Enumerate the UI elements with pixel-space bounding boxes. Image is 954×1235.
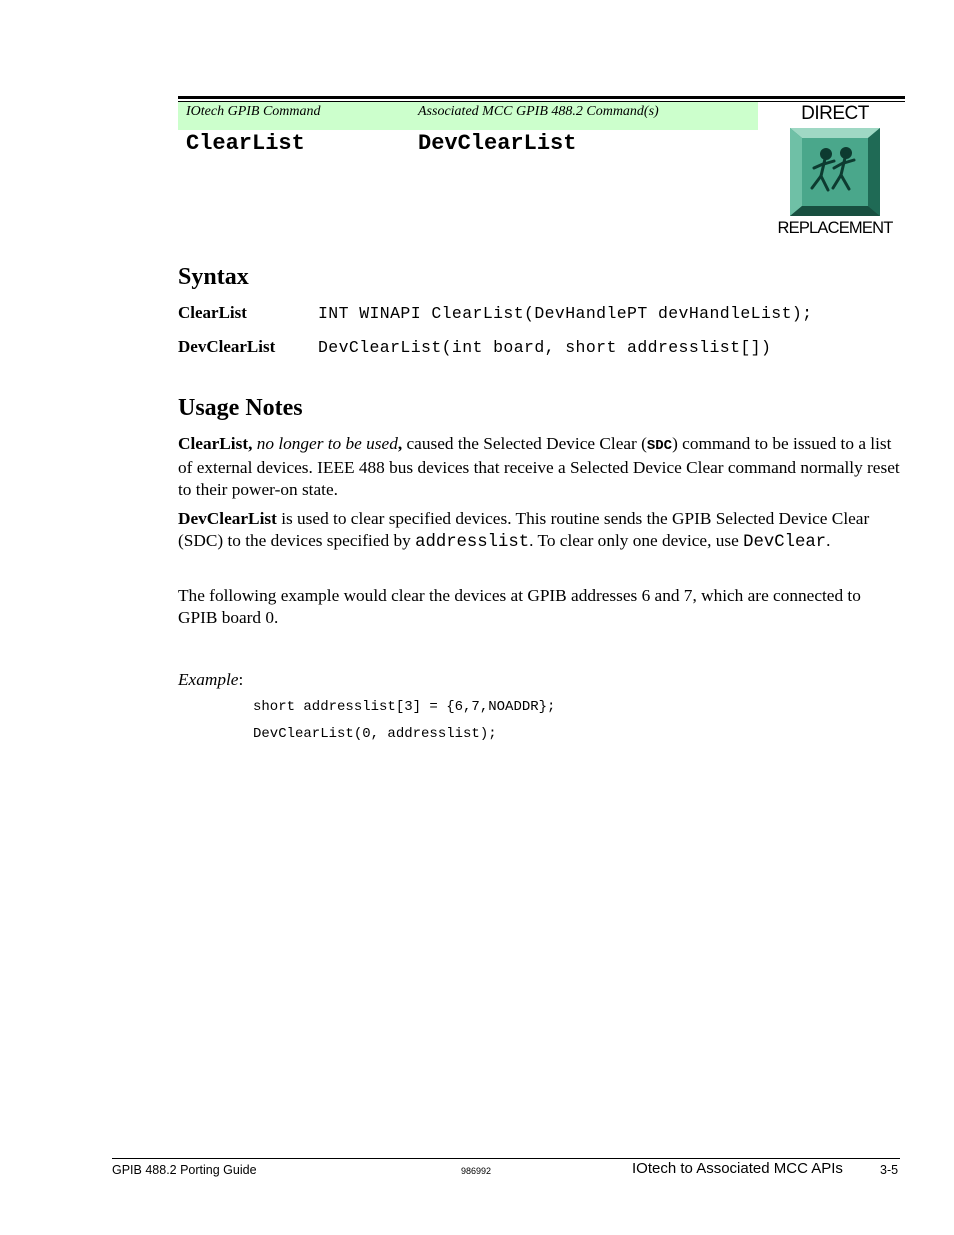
running-men-icon <box>790 128 880 216</box>
usage-text: ) command to be issued to a list of external devices. IEEE 488 bus devices that receive a Selected Device Clear command normally reset to their power-on state. <box>178 434 900 499</box>
usage-paragraph-2 <box>178 508 903 554</box>
usage-text: caused the Selected Device Clear ( <box>402 434 647 453</box>
syntax-label-devclearlist: DevClearList <box>178 337 276 356</box>
usage-text: . <box>826 531 831 550</box>
footer-guide-title: GPIB 488.2 Porting Guide <box>112 1163 257 1177</box>
example-code-line-2: DevClearList(0, addresslist); <box>253 726 497 742</box>
footer-page-number: 3-5 <box>880 1163 899 1177</box>
badge-top-text: DIRECT <box>801 103 869 124</box>
usage-text: . To clear only one device, use <box>529 531 744 550</box>
example-colon: : <box>238 670 244 689</box>
mcc-command-name: DevClearList <box>418 131 577 156</box>
comma: , <box>397 434 403 453</box>
addresslist-code: addresslist <box>415 533 530 552</box>
syntax-label-clearlist: ClearList <box>178 303 247 322</box>
clearlist-term: ClearList, <box>178 434 253 453</box>
mcc-command-header: Associated MCC GPIB 488.2 Command(s) <box>404 102 758 130</box>
syntax-code-clearlist: INT WINAPI ClearList(DevHandlePT devHandleList); <box>318 304 813 323</box>
top-rule <box>178 96 905 99</box>
direct-replacement-badge <box>775 104 895 236</box>
sdc-code: SDC <box>646 438 673 454</box>
example-label <box>178 669 903 691</box>
devclear-code: DevClear <box>743 533 827 552</box>
iotech-command-header: IOtech GPIB Command <box>178 102 404 130</box>
badge-bottom-text: REPLACEMENT <box>777 219 893 237</box>
footer-rule <box>112 1158 900 1159</box>
syntax-code-devclearlist: DevClearList(int board, short addresslist[]) <box>318 338 772 357</box>
usage-paragraph-3: The following example would clear the devices at GPIB addresses 6 and 7, which are connected to GPIB board 0. <box>178 586 861 627</box>
footer-doc-number: 986992 <box>461 1166 492 1176</box>
deprecation-note: no longer to be used <box>256 434 398 453</box>
devclearlist-term: DevClearList <box>178 509 277 528</box>
iotech-command-name: ClearList <box>186 131 305 156</box>
syntax-heading: Syntax <box>178 264 249 290</box>
usage-paragraph-1 <box>178 433 903 501</box>
usage-text: is used to clear specified devices. This routine sends the GPIB Selected Device Clear (SDC) to the devices specified by <box>178 509 870 550</box>
usage-notes-heading: Usage Notes <box>178 395 303 421</box>
example-code-line-1: short addresslist[3] = {6,7,NOADDR}; <box>253 699 556 715</box>
example-word: Example <box>178 670 239 689</box>
footer-section-title: IOtech to Associated MCC APIs <box>632 1160 843 1177</box>
